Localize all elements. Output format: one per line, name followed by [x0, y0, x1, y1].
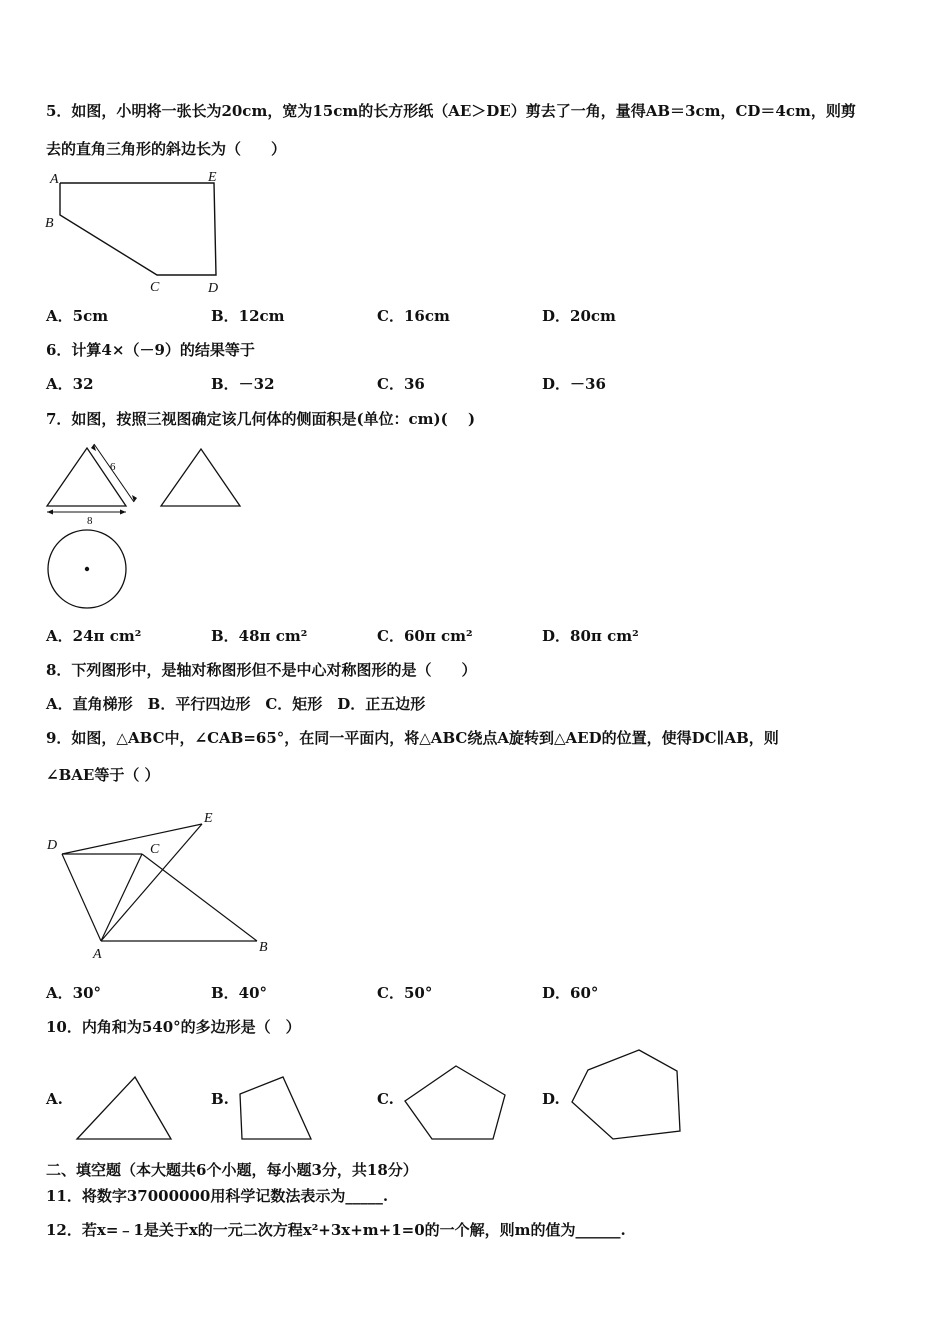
q7-side-view-triangle: [161, 449, 240, 506]
q5-cut-rectangle: [60, 183, 216, 275]
q10-pentagon: [405, 1066, 505, 1139]
q5-label-c: C: [150, 280, 160, 295]
q6-option-a: A．32: [46, 375, 94, 393]
q7-dim-side: 6: [110, 461, 116, 473]
q8-stem: 8．下列图形中，是轴对称图形但不是中心对称图形的是（ ）: [46, 661, 477, 679]
q6-option-c: C．36: [377, 375, 425, 393]
q5-label-e: E: [208, 170, 217, 185]
q9-option-c: C．50°: [377, 984, 433, 1002]
q10-option-d-label: D.: [542, 1090, 560, 1108]
q9-label-a: A: [93, 947, 102, 962]
q12-stem: 12．若x=﹣1是关于x的一元二次方程x²+3x+m+1=0的一个解，则m的值为______.: [46, 1221, 626, 1239]
q7-option-b: B．48π cm²: [211, 627, 308, 645]
q9-label-e: E: [204, 811, 213, 826]
q9-figure: [40, 800, 280, 970]
q10-stem: 10．内角和为540°的多边形是（ ）: [46, 1018, 301, 1036]
q10-hexagon: [572, 1050, 680, 1139]
q9-stem-line2: ∠BAE等于（ ）: [46, 766, 160, 784]
q9-option-b: B．40°: [211, 984, 268, 1002]
section2-title: 二、填空题（本大题共6个小题，每小题3分，共18分）: [46, 1161, 418, 1179]
q5-figure: [40, 165, 240, 300]
q10-option-a-label: A.: [46, 1090, 63, 1108]
q10-shapes: [0, 1040, 700, 1150]
q7-top-view-center: [85, 567, 89, 571]
q6-option-d: D．－36: [542, 375, 606, 393]
q5-option-b: B．12cm: [211, 307, 285, 325]
q5-label-d: D: [208, 281, 219, 296]
q5-option-d: D．20cm: [542, 307, 616, 325]
q6-option-b: B．－32: [211, 375, 275, 393]
q7-dim-base: 8: [87, 515, 93, 527]
q10-triangle: [77, 1077, 171, 1139]
q5-stem-line1: 5．如图，小明将一张长为20cm，宽为15cm的长方形纸（AE＞DE）剪去了一角，量得AB＝3cm，CD＝4cm，则剪: [46, 102, 856, 120]
q11-stem: 11．将数字37000000用科学记数法表示为_____.: [46, 1187, 389, 1205]
q5-option-c: C．16cm: [377, 307, 450, 325]
q9-stem-line1: 9．如图，△ABC中，∠CAB=65°，在同一平面内，将△ABC绕点A旋转到△AED的位置，使得DC∥AB，则: [46, 729, 779, 747]
q9-option-d: D．60°: [542, 984, 599, 1002]
q8-options: A．直角梯形 B．平行四边形 C．矩形 D．正五边形: [46, 695, 426, 713]
q9-label-d: D: [47, 838, 58, 853]
q9-option-a: A．30°: [46, 984, 102, 1002]
q10-quadrilateral: [240, 1077, 311, 1139]
q10-option-c-label: C.: [377, 1090, 394, 1108]
q7-three-view-figure: [40, 440, 250, 615]
q7-stem: 7．如图，按照三视图确定该几何体的侧面积是(单位：cm)( ): [46, 410, 476, 428]
q5-label-b: B: [45, 216, 54, 231]
q5-option-a: A．5cm: [46, 307, 109, 325]
q5-label-a: A: [50, 172, 59, 187]
q9-label-b: B: [259, 940, 268, 955]
q5-stem-line2: 去的直角三角形的斜边长为（ ）: [46, 140, 287, 158]
q7-front-view-triangle: [47, 448, 126, 506]
q7-option-c: C．60π cm²: [377, 627, 473, 645]
q7-option-d: D．80π cm²: [542, 627, 639, 645]
q10-option-b-label: B.: [211, 1090, 229, 1108]
q7-option-a: A．24π cm²: [46, 627, 142, 645]
q6-stem: 6．计算4×（－9）的结果等于: [46, 341, 255, 359]
q9-label-c: C: [150, 842, 160, 857]
